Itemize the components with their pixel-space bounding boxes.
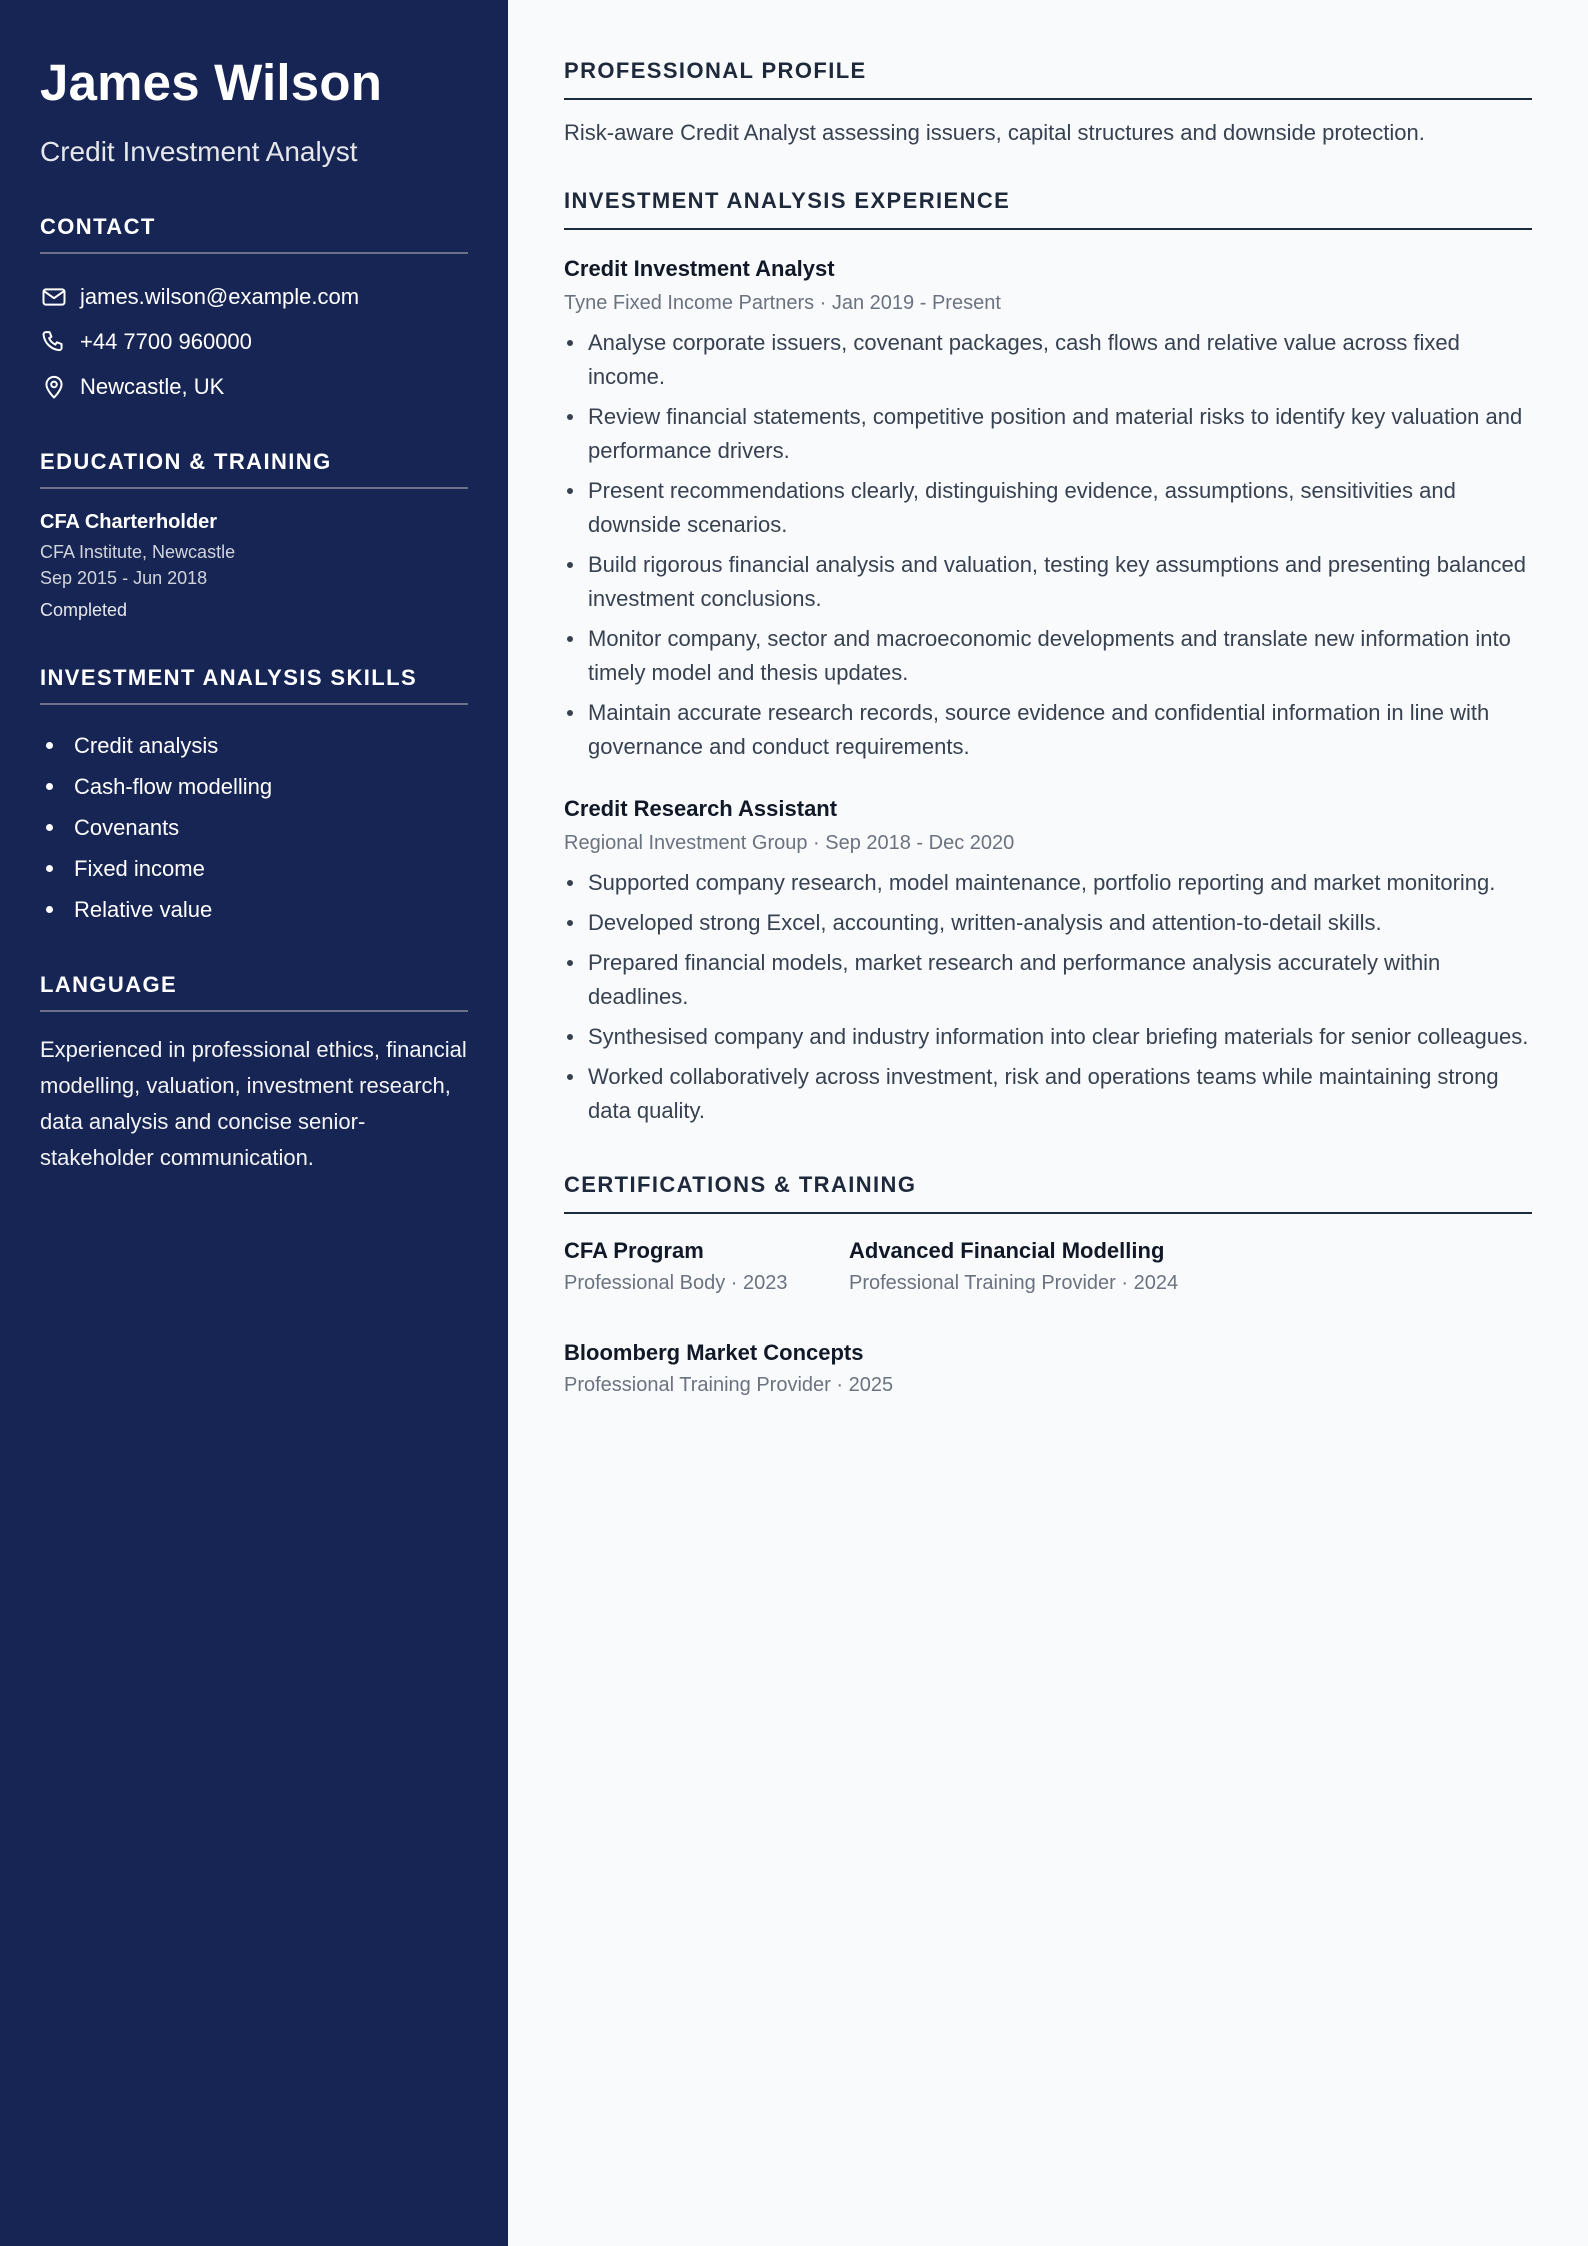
contact-section: [40, 214, 468, 409]
skill-item: [40, 766, 468, 807]
bullet-dot: [46, 783, 53, 790]
bullet-text: Monitor company, sector and macroeconomic developments and translate new information into timely model and thesis updates.: [588, 626, 1511, 685]
job-entry: [564, 254, 1532, 764]
bullet-dot: [567, 1034, 573, 1040]
education-section: [40, 449, 468, 623]
bullet-text: Present recommendations clearly, distinguishing evidence, assumptions, sensitivities and downside scenarios.: [588, 478, 1456, 537]
contact-phone[interactable]: [40, 319, 468, 364]
job-bullet: [564, 326, 1532, 394]
main-content: [508, 0, 1588, 2246]
job-bullet: [564, 474, 1532, 542]
job-bullet: [564, 906, 1532, 940]
skill-item: [40, 725, 468, 766]
skill-item: [40, 889, 468, 930]
bullet-dot: [567, 488, 573, 494]
certification-item: [849, 1236, 1249, 1298]
language-text: Experienced in professional ethics, financial modelling, valuation, investment research, data analysis and concise senior-stakeholder communication.: [40, 1037, 467, 1170]
job-meta: Regional Investment Group · Sep 2018 - Dec 2020: [564, 832, 1015, 854]
job-bullets: [564, 326, 1532, 764]
certification-title: CFA Program: [564, 1238, 704, 1263]
job-bullet: [564, 866, 1532, 900]
contact-email[interactable]: [40, 274, 468, 319]
education-title: CFA Charterholder: [40, 511, 218, 533]
bullet-dot: [567, 562, 573, 568]
job-title: Credit Investment Analyst: [564, 256, 835, 281]
candidate-role: Credit Investment Analyst: [40, 136, 358, 167]
bullet-text: Analyse corporate issuers, covenant packages, cash flows and relative value across fixed income.: [588, 330, 1460, 389]
experience-heading: INVESTMENT ANALYSIS EXPERIENCE: [564, 188, 1532, 230]
bullet-dot: [567, 920, 573, 926]
bullet-text: Supported company research, model maintenance, portfolio reporting and market monitoring.: [588, 870, 1496, 895]
skill-label: Relative value: [74, 897, 213, 922]
skill-label: Fixed income: [74, 856, 205, 881]
certification-meta: Professional Training Provider · 2024: [849, 1272, 1179, 1294]
skill-item: [40, 807, 468, 848]
bullet-text: Worked collaboratively across investment, risk and operations teams while maintaining strong data quality.: [588, 1064, 1499, 1123]
certification-item: [564, 1236, 849, 1298]
profile-heading: PROFESSIONAL PROFILE: [564, 58, 1532, 100]
job-meta: Tyne Fixed Income Partners · Jan 2019 - Present: [564, 292, 1001, 314]
candidate-name: James Wilson: [40, 54, 383, 111]
bullet-dot: [567, 1074, 573, 1080]
education-status: Completed: [40, 600, 128, 620]
bullet-dot: [46, 906, 53, 913]
experience-section: [564, 188, 1532, 1128]
bullet-dot: [46, 865, 53, 872]
certification-meta: Professional Training Provider · 2025: [564, 1374, 894, 1396]
job-bullet: [564, 946, 1532, 1014]
job-title: Credit Research Assistant: [564, 796, 838, 821]
skill-label: Covenants: [74, 815, 180, 840]
mail-icon: [40, 283, 68, 311]
skill-label: Credit analysis: [74, 733, 219, 758]
skills-section: [40, 665, 468, 930]
bullet-dot: [567, 414, 573, 420]
certification-item: [564, 1338, 964, 1400]
certifications-section: [564, 1172, 1532, 1400]
language-heading: LANGUAGE: [40, 972, 468, 1012]
certification-title: Bloomberg Market Concepts: [564, 1340, 864, 1365]
job-bullet: [564, 1020, 1532, 1054]
bullet-text: Developed strong Excel, accounting, written-analysis and attention-to-detail skills.: [588, 910, 1382, 935]
job-bullet: [564, 400, 1532, 468]
job-bullet: [564, 622, 1532, 690]
sidebar: [0, 0, 508, 2246]
bullet-dot: [46, 742, 53, 749]
bullet-dot: [46, 824, 53, 831]
language-section: [40, 972, 468, 1176]
bullet-text: Review financial statements, competitive position and material risks to identify key valuation and performance drivers.: [588, 404, 1523, 463]
certifications-grid: [564, 1236, 1532, 1400]
contact-email-text: james.wilson@example.com: [80, 283, 360, 309]
skills-heading: INVESTMENT ANALYSIS SKILLS: [40, 665, 468, 705]
contact-heading: CONTACT: [40, 214, 468, 254]
job-bullets: [564, 866, 1532, 1128]
bullet-dot: [567, 960, 573, 966]
job-bullet: [564, 696, 1532, 764]
certification-meta: Professional Body · 2023: [564, 1272, 788, 1294]
bullet-dot: [567, 710, 573, 716]
bullet-text: Prepared financial models, market research and performance analysis accurately within deadlines.: [588, 950, 1441, 1009]
bullet-text: Maintain accurate research records, source evidence and confidential information in line with governance and conduct requirements.: [588, 700, 1490, 759]
contact-location: [40, 364, 468, 409]
certifications-heading: CERTIFICATIONS & TRAINING: [564, 1172, 1532, 1214]
contact-location-text: Newcastle, UK: [80, 373, 225, 399]
education-heading: EDUCATION & TRAINING: [40, 449, 468, 489]
bullet-dot: [567, 880, 573, 886]
education-dates: Sep 2015 - Jun 2018: [40, 568, 208, 588]
profile-summary: Risk-aware Credit Analyst assessing issuers, capital structures and downside protection.: [564, 120, 1425, 145]
contact-phone-text: +44 7700 960000: [80, 328, 252, 354]
job-bullet: [564, 548, 1532, 616]
job-entry: [564, 794, 1532, 1128]
bullet-dot: [567, 636, 573, 642]
bullet-text: Synthesised company and industry information into clear briefing materials for senior colleagues.: [588, 1024, 1529, 1049]
job-bullet: [564, 1060, 1532, 1128]
phone-icon: [40, 328, 68, 356]
bullet-text: Build rigorous financial analysis and valuation, testing key assumptions and presenting balanced investment conclusions.: [588, 552, 1527, 611]
skills-list: [40, 725, 468, 930]
certification-title: Advanced Financial Modelling: [849, 1238, 1165, 1263]
profile-section: [564, 58, 1532, 150]
skill-item: [40, 848, 468, 889]
location-pin-icon: [40, 373, 68, 401]
skill-label: Cash-flow modelling: [74, 774, 273, 799]
education-institution: CFA Institute, Newcastle: [40, 542, 236, 562]
bullet-dot: [567, 340, 573, 346]
